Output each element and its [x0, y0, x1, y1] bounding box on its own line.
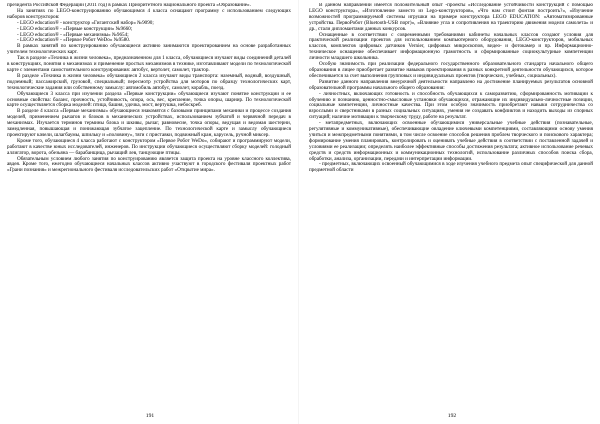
paragraph: - LEGO education® - «Первые механизмы» №9654; — [17, 31, 129, 38]
paragraph: Развитие данного направления внеурочной деятельности направлено на достижение планируемых результатов основной образовательной программы начального общего образования: — [309, 78, 593, 91]
paragraph: - LEGO education® - конструктор «Гигантский набор» №9090; — [17, 19, 154, 26]
paragraph: - LEGO education® - «Первое Робот WeDo» №9580. — [17, 37, 131, 44]
paragraph: В разделе 4 класса «Первые механизмы» обучающиеся знакомятся с базовыми принципами механики и процессе создания моделей, применением рычагов и блоков в механических устройствах, использованием зубчатой и червячной передач в механизмах. Изучается терминов термины блока и шкивы, рычаг, равновесие, точка опоры, ведущая и ведомая шестерни, замедленная, повышающая и понижающая зубчатое зацепление. По технологической карте и замыслу обучающиеся проектируют качели, шлагбаумы, шпильку и «половину», тяги с приставки, подвижный кран, карусель, ручной миксер. — [7, 108, 291, 138]
paragraph: Кроме того, обучающиеся 4 класса работают с конструктором «Первое Робот WeDo», собирают и программируют модели, работают в качестве юных исследователей, инженеров. По инструкции обучающиеся осуществляют сборку моделей: голодный аллигатор, ворота, обезьяна — барабанщица, рычащий лев, танцующие птицы. — [7, 137, 291, 156]
paragraph: Особую значимость при реализации федерального государственного образовательного стандарта начального общего образования в лицее приобретает развитие навыков проектирования в разных конкретной деятельности обучающихся, которое обеспечивается за счет выполнения групповых и индивидуальных проектов (творческих, учебных, социальных). — [309, 61, 593, 79]
paragraph: Обучающиеся 3 класса при изучении раздела «Первые конструкции» обучающиеся изучают понятие конструкции и ее основные свойства: баланс, прочность, устойчивость, опора, ось, вес, крепление, точка опоры, шарнир. По технологической карте осуществляется сборка моделей: птица, башня, удочка, мост, вертушка, небоскреб. — [7, 90, 291, 109]
paragraph: - LEGO education® - «Первые конструкции» №9660; — [17, 25, 133, 32]
left-page-number: 191 — [145, 413, 155, 419]
right-page-number: 192 — [447, 413, 457, 419]
left-page — [7, 3, 291, 421]
paragraph: В разделе «Техника в жизни человека» обучающиеся 2 класса изучают виды транспорта: наземный, водный, воздушный, подземный; пассажирский, грузовой, специальный; пересмотр устройства для моторов по образцу технологических карт, технологические задания или собственному замыслу: автомобиль автобус, самолет, корабль, поезд. — [7, 72, 291, 91]
right-page — [309, 3, 593, 421]
page-gutter — [298, 0, 299, 424]
paragraph: - предметных, включающих освоенный обучающимися в ходе изучения учебного предмета опыт специфической для данной предметной области — [309, 161, 593, 174]
paragraph: В данном направлении имеется положительный опыт -проекты «Исследование устойчивости конструкций с помощью LEGO конструктора», «Изготовление заместо из Lego-конструкторов», «Что нам стоит фонтан построить?», «Изучение возможностей программируемой системы игрушки на примере конструктора LEGO EDUCATION: «Автоматизированные устройства. ПервоРобот (Bluetooth-USB порт)», «Влияние угла и сопротивления на траекторию движения модели самолета» и др., стали дипломантами данных конкурсов. — [309, 3, 593, 32]
paragraph: На занятиях по LEGO-конструированию обучающимся 4 класса оснащают программу с использованием следующих наборов конструкторов: — [7, 7, 291, 20]
paragraph: Обязательным условием любого занятия по конструированию является защита проекта на уровне классного коллектива, авдея. Кроме того, ежегодно обучающиеся начальных классов активно участвуют в городского фестиваля проектных работ «Грани познания» и межрегионального фестиваля исследовательских работ «Открытие мира». — [7, 155, 291, 174]
paragraph: - метапредметных, включающих освоенные обучающимися универсальные учебные действия (познавательные, регулятивные и коммуникативные), обеспечивающие овладение ключевыми компетенциями, составляющими основу умения учиться и межпредметными понятиями, в том числе освоение способов решения проблем творческого и поискового характера; формирование умения планировать, контролировать и оценивать учебные действия в соответствии с поставленной задачей и условиями ее реализации; определять наиболее эффективные способы достижения результата; активное использование речевых средств и средств информационных и коммуникационных технологий, использование различных способов поиска сбора, обработки, анализа, организации, передачи и интерпретации информации. — [309, 120, 593, 162]
paragraph: Оснащенные в соответствии с современными требованиями кабинеты начальных классов создают условия для практической реализации проектов для использованием компьютерного оборудования, LEGO-конструкторов, мобильных классов, комплектов цифровых датчиков Vernier, цифровых микроскопов, видео- и фотокамер и пр. Информационно-техническое оснащение обеспечивает информационную грамотность и сформированные социокультурные компетенции личности младшего школьника. — [309, 31, 593, 62]
paragraph: - личностных, включающих готовность и способность обучающихся к саморазвитию, сформированность мотивации к обучению и познанию, ценностно-смысловые установки обучающихся, отражающие их индивидуально-личностные позиции, социальные компетенции, личностные качества. При этом особую значимость приобретают навыки сотрудничества со взрослыми и сверстниками в разных социальных ситуациях, умения не создавать конфликтов и находить выходы из спорных ситуаций; наличие мотивации к творческому труду, работе на результат. — [309, 90, 593, 121]
paragraph: В рамках занятий по конструированию обучающиеся активно занимаются проектированием на основе разработанных учителем технологических карт. — [7, 43, 291, 56]
paragraph: Так в разделе «Техника в жизни человека», предназначенном для 1 класса, обучающиеся изучают виды соединений деталей в конструкциях, понятия о механизмах и применение простых механизмов в технике, изготавливают модели по технологической карте с элементами самостоятельного конструирования: автобус, вертолет, самолет, трактор. — [7, 55, 291, 73]
paragraph: президента Российской Федерации (2011 год) в рамках Приоритетного национального проекта «Образование». — [7, 3, 251, 8]
